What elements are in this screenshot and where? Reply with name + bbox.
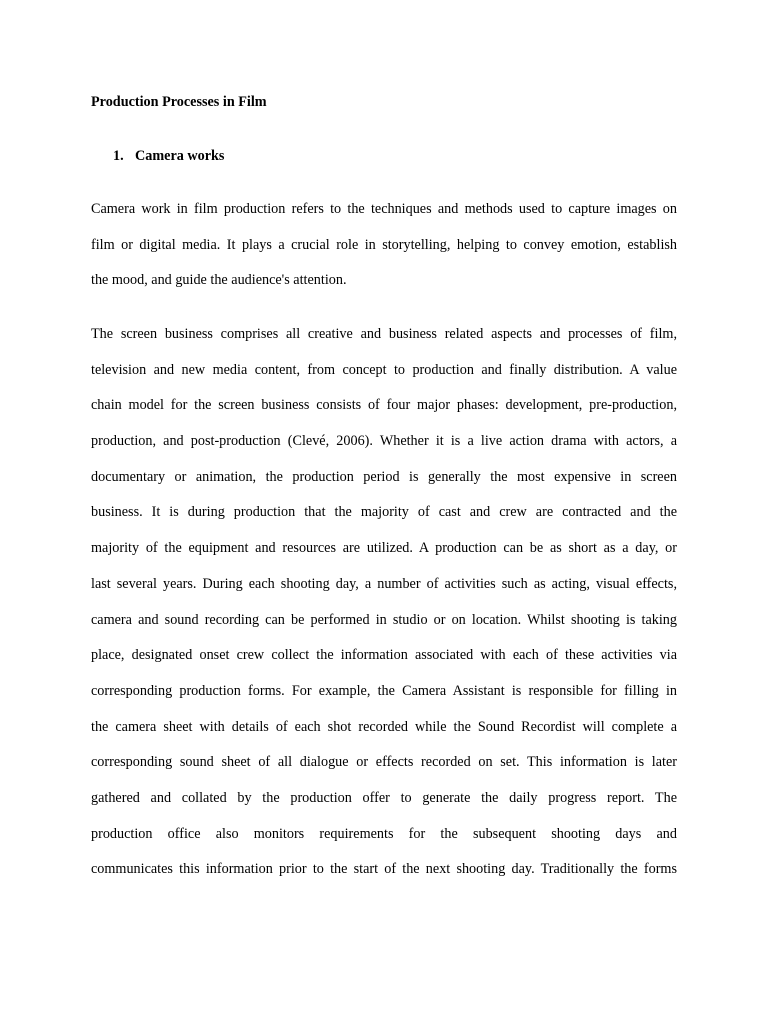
section-heading: [113, 147, 224, 165]
paragraph-line: place, designated onset crew collect the information associated with each of these activities via: [91, 647, 677, 664]
paragraph-line: film or digital media. It plays a crucial role in storytelling, helping to convey emotion, establish: [91, 236, 677, 253]
paragraph-line: last several years. During each shooting day, a number of activities such as acting, visual effects,: [91, 575, 677, 592]
paragraph-line: the mood, and guide the audience's attention.: [91, 272, 347, 289]
paragraph-line: corresponding production forms. For example, the Camera Assistant is responsible for filling in: [91, 682, 677, 699]
paragraph-line: The screen business comprises all creative and business related aspects and processes of film,: [91, 326, 677, 342]
paragraph-screen-business: [91, 317, 677, 888]
paragraph-camera-work: [91, 192, 677, 299]
paragraph-line: gathered and collated by the production offer to generate the daily progress report. The: [91, 789, 677, 806]
paragraph-line: chain model for the screen business consists of four major phases: development, pre-production,: [91, 397, 677, 414]
paragraph-line: corresponding sound sheet of all dialogue or effects recorded on set. This information is later: [91, 754, 677, 771]
paragraph-line: communicates this information prior to the start of the next shooting day. Traditionally the forms: [91, 861, 677, 878]
paragraph-line: production office also monitors requirements for the subsequent shooting days and: [91, 825, 677, 842]
section-number: 1.: [113, 148, 124, 164]
paragraph-line: television and new media content, from concept to production and finally distribution. A value: [91, 361, 677, 378]
paragraph-line: the camera sheet with details of each shot recorded while the Sound Recordist will complete a: [91, 718, 677, 735]
paragraph-line: Camera work in film production refers to the techniques and methods used to capture images on: [91, 201, 677, 217]
paragraph-line: production, and post-production (Clevé, 2006). Whether it is a live action drama with actors, a: [91, 433, 677, 450]
document-title: Production Processes in Film: [91, 94, 267, 110]
paragraph-line: majority of the equipment and resources are utilized. A production can be as short as a day, or: [91, 540, 677, 557]
paragraph-line: business. It is during production that the majority of cast and crew are contracted and the: [91, 504, 677, 521]
paragraph-line: camera and sound recording can be performed in studio or on location. Whilst shooting is taking: [91, 611, 677, 628]
paragraph-line: documentary or animation, the production period is generally the most expensive in screen: [91, 468, 677, 485]
section-heading-text: Camera works: [135, 148, 225, 164]
